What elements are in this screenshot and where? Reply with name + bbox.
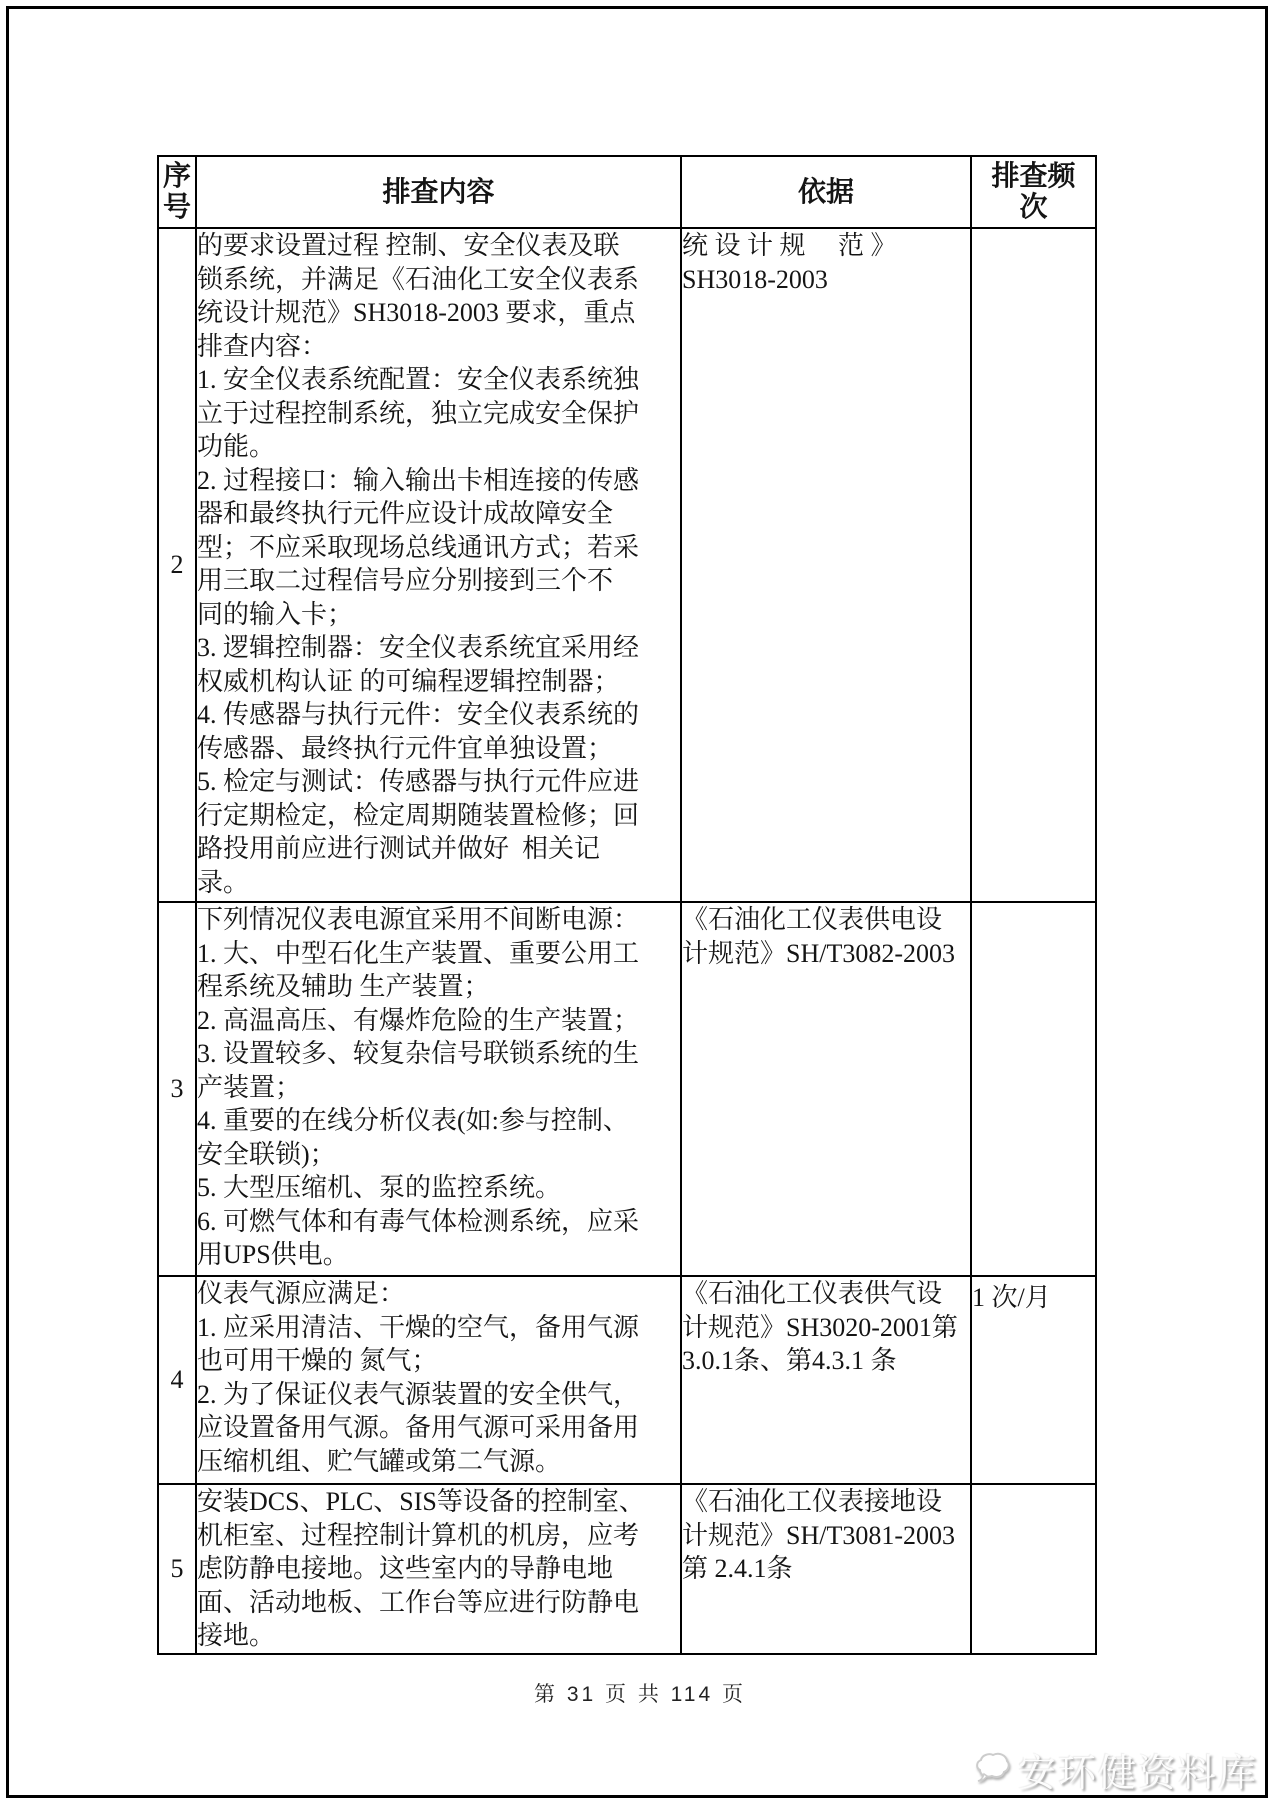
text-line: 排查内容： [197,331,328,361]
text-line: 3. 逻辑控制器：安全仪表系统宜采用经 [197,633,640,662]
header-serial-number-label: 序号 [162,161,191,223]
header-inspection-content-label: 排查内容 [382,176,495,208]
frequency-cell [971,228,1096,902]
text-line: 3.0.1条、第4.3.1 条 [682,1346,897,1375]
text-line: 面、活动地板、工作台等应进行防静电 [197,1587,640,1617]
text-line: 仪表气源应满足： [197,1279,406,1308]
frequency-cell: 1 次/月 [971,1276,1096,1484]
text-line: 功能。 [197,432,276,461]
text-line: 接地。 [197,1621,276,1650]
basis-cell [681,1484,971,1654]
text-line: 也可用干燥的 氮气； [197,1346,438,1375]
text-line: 程系统及辅助 生产装置； [197,972,490,1001]
text-line: 机柜室、过程控制计算机的机房，应考 [197,1520,640,1550]
table-row [158,228,1096,902]
text-line: 安全联锁)； [197,1139,336,1169]
basis-cell [681,1276,971,1484]
frequency-cell [971,902,1096,1276]
text-line: 录。 [197,867,250,897]
header-basis-label: 依据 [797,176,854,208]
serial-number-cell: 5 [158,1484,196,1654]
header-serial-number [158,156,196,228]
text-line: 6. 可燃气体和有毒气体检测系统，应采 [197,1206,640,1236]
content-cell [196,1276,681,1484]
text-line: 的要求设置过程 控制、安全仪表及联 [197,231,620,260]
header-inspection-content [196,156,681,228]
text-line: 2. 过程接口：输入输出卡相连接的传感 [197,465,640,495]
text-line: 下列情况仪表电源宜采用不间断电源： [197,905,640,934]
text-line: 5. 大型压缩机、泵的监控系统。 [197,1173,562,1202]
text-line: 用UPS供电。 [197,1240,349,1269]
text-line: 行定期检定，检定周期随装置检修；回 [197,800,640,830]
text-line: 计规范》SH/T3082-2003 [682,938,956,968]
text-line: 产装置； [197,1072,302,1102]
text-line: 锁系统，并满足《石油化工安全仪表系 [197,264,640,294]
frequency-cell [971,1484,1096,1654]
content-cell [196,902,681,1276]
text-line: 《石油化工仪表供电设 [682,905,943,934]
basis-cell [681,902,971,1276]
basis-cell [681,228,971,902]
text-line: 路投用前应进行测试并做好 相关记 [197,834,601,863]
content-cell [196,228,681,902]
watermark-text: 安环健资料库 [1017,1753,1258,1795]
inspection-checklist-table [157,155,1097,1655]
text-line: 5. 检定与测试：传感器与执行元件应进 [197,767,640,796]
text-line: 2. 高温高压、有爆炸危险的生产装置； [197,1005,640,1035]
text-line: 立于过程控制系统，独立完成安全保护 [197,398,640,428]
table-row [158,1484,1096,1654]
text-line: 2. 为了保证仪表气源装置的安全供气， [197,1379,640,1409]
table-header-row [158,156,1096,228]
speech-bubble-icon [972,1747,1014,1792]
text-line: 4. 传感器与执行元件：安全仪表系统的 [197,700,640,729]
serial-number-cell: 3 [158,902,196,1276]
text-line: 第 2.4.1条 [682,1554,793,1583]
text-line: 《石油化工仪表接地设 [682,1487,943,1516]
serial-number-cell: 4 [158,1276,196,1484]
header-frequency [971,156,1096,228]
text-line: 用三取二过程信号应分别接到三个不 [197,566,614,595]
text-line: 传感器、最终执行元件宜单独设置； [197,733,614,763]
text-line: SH3018-2003 [682,264,828,294]
text-line: 压缩机组、贮气罐或第二气源。 [197,1446,562,1476]
text-line: 3. 设置较多、较复杂信号联锁系统的生 [197,1039,640,1068]
text-line: 同的输入卡； [197,599,354,629]
table-row [158,1276,1096,1484]
text-line: 统设计规范》SH3018-2003 要求，重点 [197,298,636,327]
header-frequency-label: 排查频次 [991,161,1076,223]
text-line: 虑防静电接地。这些室内的导静电地 [197,1554,614,1583]
text-line: 统 设 计 规 范 》 [682,231,897,260]
text-line: 应设置备用气源。备用气源可采用备用 [197,1413,640,1442]
content-cell [196,1484,681,1654]
text-line: 1. 大、中型石化生产装置、重要公用工 [197,938,640,968]
text-line: 权威机构认证 的可编程逻辑控制器； [197,666,620,696]
text-line: 安装DCS、PLC、SIS等设备的控制室、 [197,1487,645,1516]
table-row [158,902,1096,1276]
text-line: 计规范》SH/T3081-2003 [682,1520,956,1550]
text-line: 器和最终执行元件应设计成故障安全 [197,499,614,528]
text-line: 计规范》SH3020-2001第 [682,1312,958,1342]
text-line: 4. 重要的在线分析仪表(如:参与控制、 [197,1106,629,1135]
page-number-indicator: 第 31 页 共 114 页 [533,1683,746,1706]
header-basis [681,156,971,228]
watermark [972,1742,1258,1797]
text-line: 1. 应采用清洁、干燥的空气，备用气源 [197,1312,640,1342]
text-line: 《石油化工仪表供气设 [682,1279,943,1308]
text-line: 1. 安全仪表系统配置：安全仪表系统独 [197,365,640,394]
serial-number-cell: 2 [158,228,196,902]
text-line: 型；不应采取现场总线通讯方式；若采 [197,532,640,562]
